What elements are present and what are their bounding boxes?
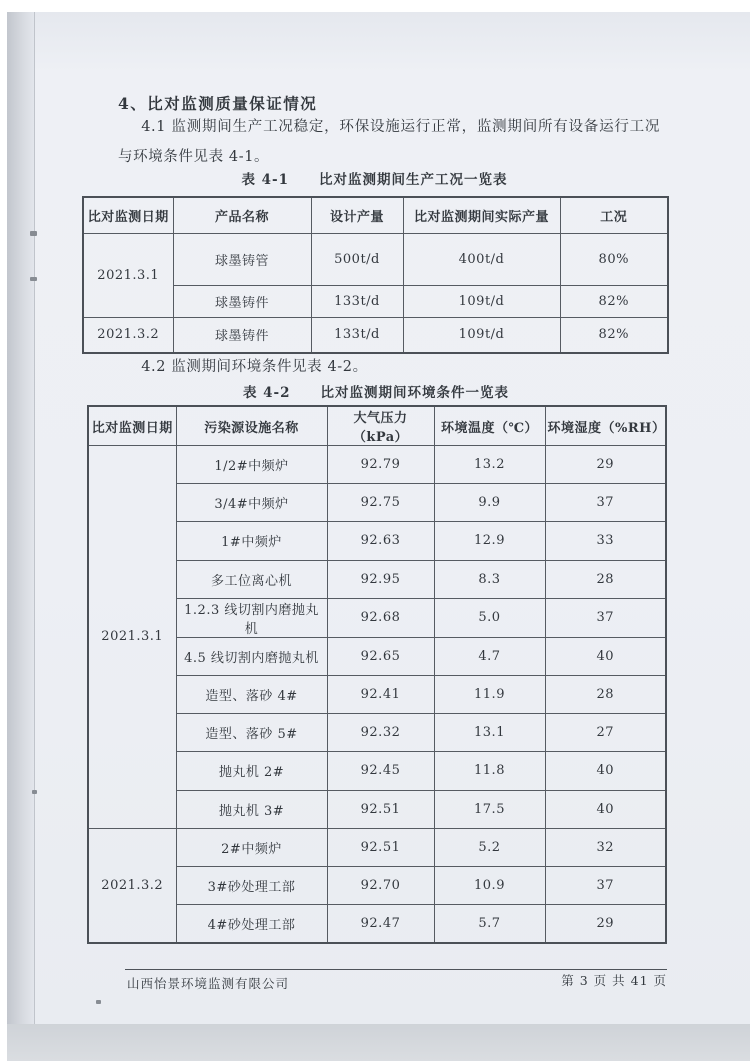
data-cell: 92.63 [327,522,434,560]
data-cell: 球墨铸管 [173,233,311,285]
scan-artifact [32,790,37,794]
data-cell: 8.3 [434,560,545,598]
data-cell: 1.2.3 线切割内磨抛丸机 [176,598,327,637]
date-cell: 2021.3.2 [88,828,176,943]
footer-page-number: 第 3 页 共 41 页 [561,973,667,988]
column-header: 比对监测日期 [88,406,176,446]
data-cell: 40 [545,752,666,790]
data-cell: 400t/d [403,233,560,285]
data-cell: 92.70 [327,866,434,904]
column-header: 环境温度（℃） [434,406,545,446]
scan-artifact [30,231,37,236]
data-cell: 92.75 [327,484,434,522]
data-cell: 1/2#中频炉 [176,446,327,484]
data-cell: 92.32 [327,714,434,752]
column-header: 污染源设施名称 [176,406,327,446]
data-cell: 92.65 [327,637,434,675]
data-cell: 28 [545,675,666,713]
data-cell: 92.45 [327,752,434,790]
table1-caption [82,168,667,188]
data-cell: 3#砂处理工部 [176,866,327,904]
data-cell: 造型、落砂 4# [176,675,327,713]
data-cell: 球墨铸件 [173,285,311,317]
column-header: 设计产量 [311,197,403,233]
data-cell: 92.51 [327,828,434,866]
data-cell: 109t/d [403,285,560,317]
data-cell: 32 [545,828,666,866]
column-header: 大气压力（kPa） [327,406,434,446]
data-cell: 500t/d [311,233,403,285]
date-cell: 2021.3.2 [83,317,173,353]
column-header: 比对监测期间实际产量 [403,197,560,233]
data-cell: 5.0 [434,598,545,637]
paragraph-4-1: 4.1 监测期间生产工况稳定，环保设施运行正常，监测期间所有设备运行工况与环境条件见表 4-1。 [118,119,660,165]
table-header-row [83,197,668,233]
data-cell: 13.1 [434,714,545,752]
scan-bed-bottom-shadow [7,1024,750,1061]
data-cell: 92.68 [327,598,434,637]
data-cell: 29 [545,905,666,943]
data-cell: 1#中频炉 [176,522,327,560]
table-row [88,828,666,866]
data-cell: 2#中频炉 [176,828,327,866]
data-cell: 40 [545,637,666,675]
date-cell: 2021.3.1 [88,446,176,829]
environment-conditions-table [87,405,667,944]
data-cell: 109t/d [403,317,560,353]
section-heading: 4、比对监测质量保证情况 [118,94,318,113]
table1-caption-title: 比对监测期间生产工况一览表 [319,172,508,188]
table1-caption-number: 表 4-1 [241,172,290,188]
footer-company-name: 山西怡景环境监测有限公司 [127,976,290,991]
column-header: 环境湿度（%RH） [545,406,666,446]
data-cell: 13.2 [434,446,545,484]
data-cell: 92.95 [327,560,434,598]
data-cell: 12.9 [434,522,545,560]
data-cell: 82% [560,285,668,317]
scan-artifact [96,1000,101,1004]
footer-divider [125,969,667,970]
data-cell: 28 [545,560,666,598]
data-cell: 4.7 [434,637,545,675]
table-row [83,233,668,285]
data-cell: 17.5 [434,790,545,828]
data-cell: 4#砂处理工部 [176,905,327,943]
scan-bed-left-shadow [7,12,36,1025]
data-cell: 3/4#中频炉 [176,484,327,522]
data-cell: 92.47 [327,905,434,943]
table2-caption-title: 比对监测期间环境条件一览表 [320,385,510,401]
data-cell: 球墨铸件 [173,317,311,353]
data-cell: 33 [545,522,666,560]
data-cell: 37 [545,866,666,904]
data-cell: 80% [560,233,668,285]
data-cell: 82% [560,317,668,353]
data-cell: 11.9 [434,675,545,713]
data-cell: 多工位离心机 [176,560,327,598]
data-cell: 11.8 [434,752,545,790]
data-cell: 37 [545,484,666,522]
data-cell: 10.9 [434,866,545,904]
data-cell: 37 [545,598,666,637]
data-cell: 27 [545,714,666,752]
data-cell: 4.5 线切割内磨抛丸机 [176,637,327,675]
data-cell: 5.2 [434,828,545,866]
scan-artifact [30,277,37,281]
date-cell: 2021.3.1 [83,233,173,317]
data-cell: 92.51 [327,790,434,828]
data-cell: 9.9 [434,484,545,522]
data-cell: 133t/d [311,317,403,353]
data-cell: 5.7 [434,905,545,943]
data-cell: 40 [545,790,666,828]
data-cell: 抛丸机 3# [176,790,327,828]
paragraph-4-2: 4.2 监测期间环境条件见表 4-2。 [141,359,368,375]
table-header-row [88,406,666,446]
data-cell: 92.41 [327,675,434,713]
data-cell: 133t/d [311,285,403,317]
column-header: 比对监测日期 [83,197,173,233]
column-header: 工况 [560,197,668,233]
data-cell: 抛丸机 2# [176,752,327,790]
column-header: 产品名称 [173,197,311,233]
table-row [83,317,668,353]
table2-caption [87,381,665,401]
data-cell: 92.79 [327,446,434,484]
data-cell: 29 [545,446,666,484]
data-cell: 造型、落砂 5# [176,714,327,752]
table-row [88,446,666,484]
production-conditions-table [82,196,669,354]
table2-caption-number: 表 4-2 [242,385,291,401]
